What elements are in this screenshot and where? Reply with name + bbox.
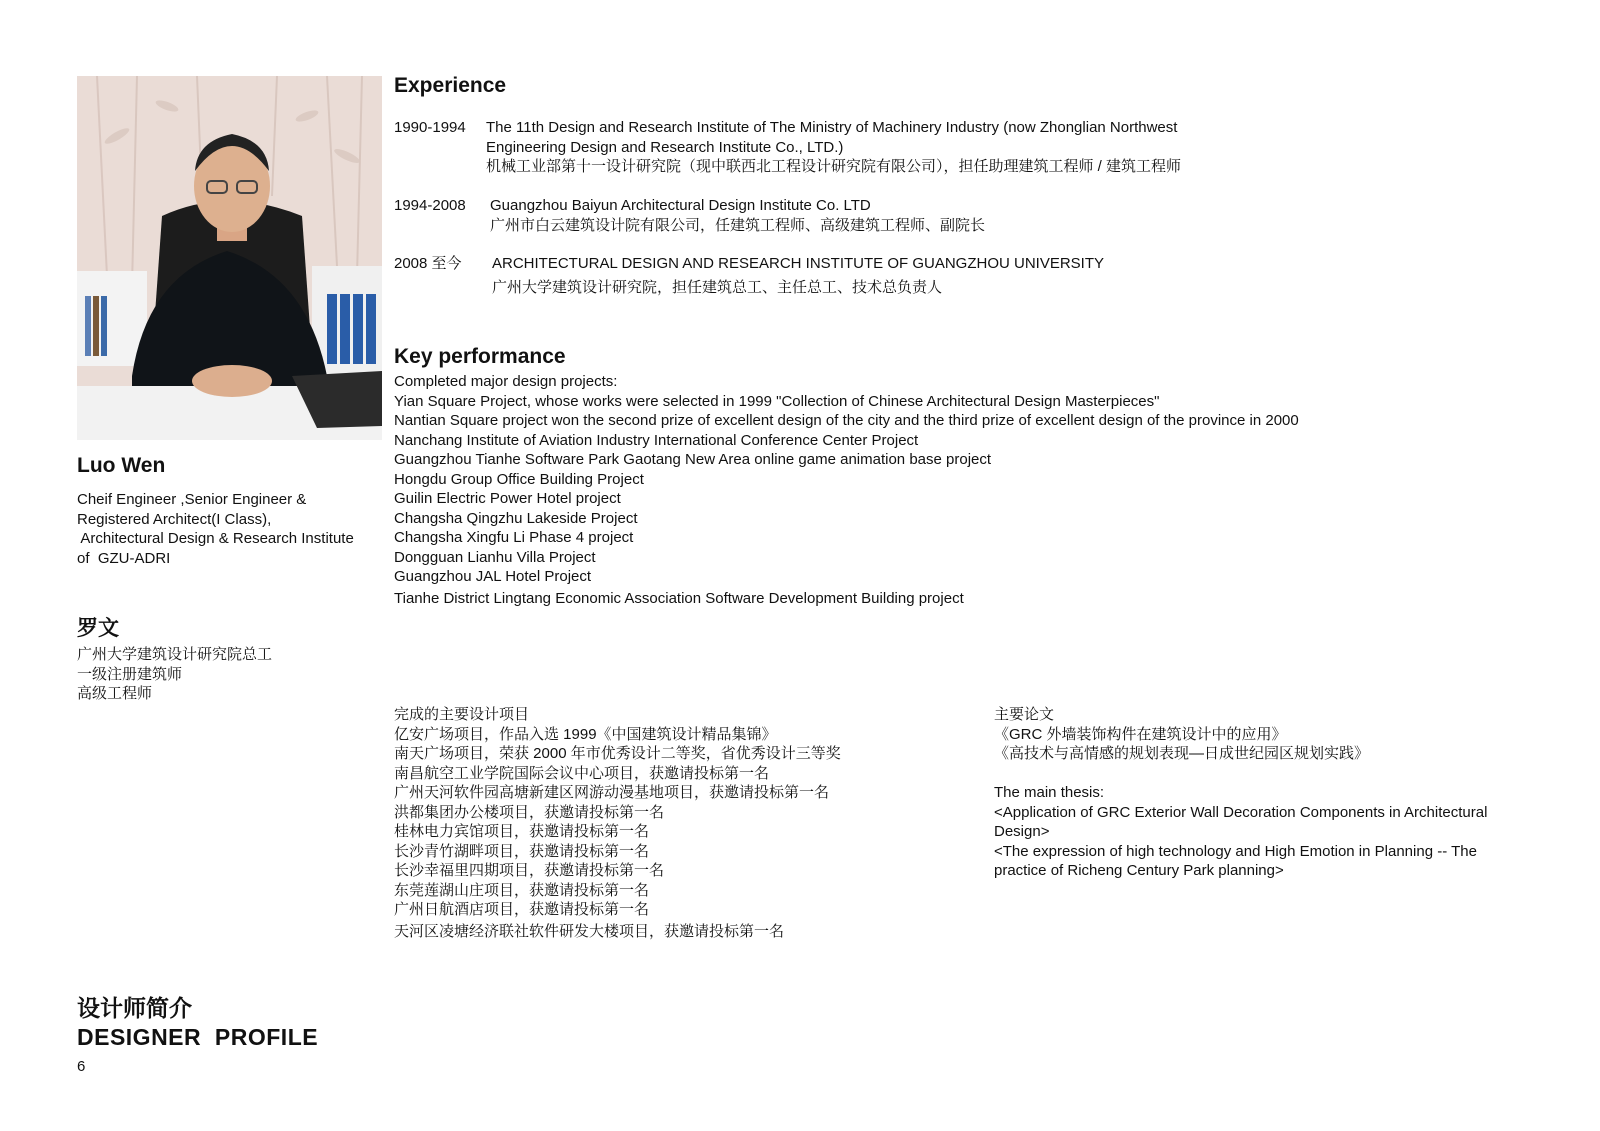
role-en-line: Cheif Engineer ,Senior Engineer & [77, 491, 307, 508]
role-cn-line: 高级工程师 [77, 685, 153, 702]
role-cn-line: 广州大学建筑设计研究院总工 [77, 646, 273, 663]
thesis-item-en: <The expression of high technology and High Emotion in Planning -- The [994, 842, 1477, 860]
designer-name-cn: 罗文 [77, 617, 119, 640]
projects-cn-list [394, 705, 841, 941]
experience-line: ARCHITECTURAL DESIGN AND RESEARCH INSTITUTE OF GUANGZHOU UNIVERSITY [492, 255, 1105, 272]
list-item: Nantian Square project won the second prize of excellent design of the city and the third prize of excellent design of the province in 2000 [394, 412, 1299, 429]
thesis-section [994, 705, 1539, 881]
key-performance-list [394, 372, 1544, 608]
list-item: Changsha Qingzhu Lakeside Project [394, 509, 638, 527]
list-item: 南昌航空工业学院国际会议中心项目，获邀请投标第一名 [394, 764, 770, 782]
experience-line: Engineering Design and Research Institute Co., LTD.) [486, 138, 844, 156]
thesis-item-cn: 《GRC 外墙装饰构件在建筑设计中的应用》 [994, 725, 1287, 743]
list-item: Hongdu Group Office Building Project [394, 470, 644, 488]
list-item: Completed major design projects: [394, 373, 618, 390]
list-item: Nanchang Institute of Aviation Industry International Conference Center Project [394, 431, 919, 449]
designer-name-en: Luo Wen [77, 454, 166, 477]
designer-role-cn [77, 645, 272, 704]
experience-heading: Experience [394, 74, 507, 97]
list-item: 长沙青竹湖畔项目，获邀请投标第一名 [394, 842, 650, 860]
list-item: Changsha Xingfu Li Phase 4 project [394, 529, 634, 546]
list-item: Tianhe District Lingtang Economic Association Software Development Building project [394, 589, 964, 607]
list-item: Guangzhou JAL Hotel Project [394, 568, 592, 585]
role-en-line: Registered Architect(I Class), [77, 510, 272, 528]
experience-period: 1994-2008 [394, 197, 466, 214]
experience-line: Guangzhou Baiyun Architectural Design Institute Co. LTD [490, 197, 871, 214]
experience-line: 广州市白云建筑设计院有限公司，任建筑工程师、高级建筑工程师、副院长 [490, 216, 986, 234]
list-item: Yian Square Project, whose works were selected in 1999 "Collection of Chinese Architectural Design Masterpieces" [394, 392, 1160, 410]
list-item: 桂林电力宾馆项目，获邀请投标第一名 [394, 823, 650, 840]
list-item: 长沙幸福里四期项目，获邀请投标第一名 [394, 862, 665, 879]
experience-line: 机械工业部第十一设计研究院（现中联西北工程设计研究院有限公司），担任助理建筑工程师 / 建筑工程师 [486, 158, 1182, 175]
role-cn-line: 一级注册建筑师 [77, 665, 183, 683]
thesis-heading-en: The main thesis: [994, 784, 1105, 801]
section-title-en: DESIGNER PROFILE [77, 1024, 319, 1050]
list-item: 天河区凌塘经济联社软件研发大楼项目，获邀请投标第一名 [394, 922, 785, 940]
thesis-item-cn: 《高技术与高情感的规划表现—日成世纪园区规划实践》 [994, 745, 1370, 762]
list-item: 东莞莲湖山庄项目，获邀请投标第一名 [394, 881, 650, 899]
list-item: 南天广场项目，荣获 2000 年市优秀设计二等奖，省优秀设计三等奖 [394, 745, 841, 762]
list-item: 亿安广场项目，作品入选 1999《中国建筑设计精品集锦》 [394, 725, 777, 743]
portrait-photo [77, 76, 382, 440]
experience-line: 广州大学建筑设计研究院，担任建筑总工、主任总工、技术总负责人 [492, 278, 943, 296]
role-en-line: Architectural Design & Research Institute [77, 530, 354, 547]
list-item: Dongguan Lianhu Villa Project [394, 548, 596, 566]
thesis-heading-cn: 主要论文 [994, 706, 1055, 723]
section-title-cn: 设计师简介 [77, 995, 192, 1021]
key-performance-heading: Key performance [394, 345, 566, 368]
list-item: 广州日航酒店项目，获邀请投标第一名 [394, 901, 650, 918]
thesis-item-en: practice of Richeng Century Park planning> [994, 862, 1284, 879]
thesis-item-en: Design> [994, 823, 1050, 840]
list-item: 广州天河软件园高塘新建区网游动漫基地项目，获邀请投标第一名 [394, 784, 830, 801]
role-en-line: of GZU-ADRI [77, 549, 171, 567]
thesis-item-en: <Application of GRC Exterior Wall Decoration Components in Architectural [994, 803, 1488, 821]
experience-period: 1990-1994 [394, 119, 466, 136]
page-number: 6 [77, 1058, 86, 1075]
experience-line: The 11th Design and Research Institute of The Ministry of Machinery Industry (now Zhonglian Northwest [486, 119, 1178, 136]
spacer [994, 764, 1539, 784]
list-item: Guilin Electric Power Hotel project [394, 490, 621, 507]
list-item: 完成的主要设计项目 [394, 706, 530, 723]
list-item: Guangzhou Tianhe Software Park Gaotang New Area online game animation base project [394, 451, 992, 468]
designer-role-en [77, 490, 382, 568]
experience-period: 2008 至今 [394, 255, 462, 272]
list-item: 洪都集团办公楼项目，获邀请投标第一名 [394, 803, 665, 821]
